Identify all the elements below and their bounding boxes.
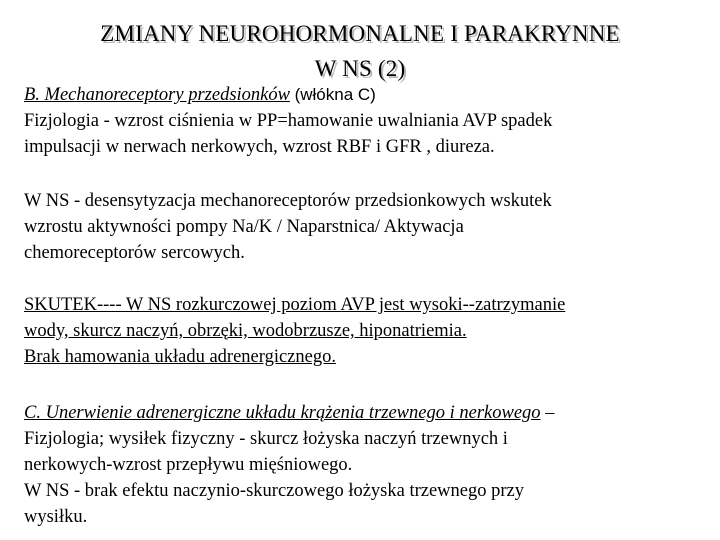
effect-line: wody, skurcz naczyń, obrzęki, wodobrzusze, hiponatriemia. [24,321,467,341]
slide-title-line-2: W NS (2) [314,56,406,81]
effect-line: SKUTEK---- W NS rozkurczowej poziom AVP jest wysoki--zatrzymanie [24,295,566,315]
section-c-heading-line [24,400,714,426]
section-b-heading-note: (włókna C) [294,85,376,104]
section-c-line: wysiłku. [24,507,88,527]
section-b-heading-line [24,82,714,108]
section-b-line: Fizjologia - wzrost ciśnienia w PP=hamowanie uwalniania AVP spadek [24,111,553,131]
section-b-paragraph [24,82,714,160]
section-b-line: impulsacji w nerwach nerkowych, wzrost RBF i GFR , diureza. [24,137,495,157]
section-b-heading: B. Mechanoreceptory przedsionków [24,85,290,105]
section-c-heading-tail: – [540,403,555,423]
effect-line: Brak hamowania układu adrenergicznego. [24,347,336,367]
section-c-heading: C. Unerwienie adrenergiczne układu krążenia trzewnego i nerkowego [24,403,541,423]
section-c-line: nerkowych-wzrost przepływu mięśniowego. [24,455,353,475]
ns-paragraph-line: W NS - desensytyzacja mechanoreceptorów przedsionkowych wskutek [24,191,552,211]
section-c-paragraph [24,400,714,530]
section-c-line: W NS - brak efektu naczynio-skurczowego łożyska trzewnego przy [24,481,524,501]
effect-paragraph [24,292,714,370]
slide-title-line-1: ZMIANY NEUROHORMONALNE I PARAKRYNNE [100,21,620,46]
ns-paragraph-line: wzrostu aktywności pompy Na/K / Naparstnica/ Aktywacja [24,217,464,237]
section-c-line: Fizjologia; wysiłek fizyczny - skurcz łożyska naczyń trzewnych i [24,429,508,449]
ns-paragraph-line: chemoreceptorów sercowych. [24,243,245,263]
ns-paragraph [24,188,714,266]
